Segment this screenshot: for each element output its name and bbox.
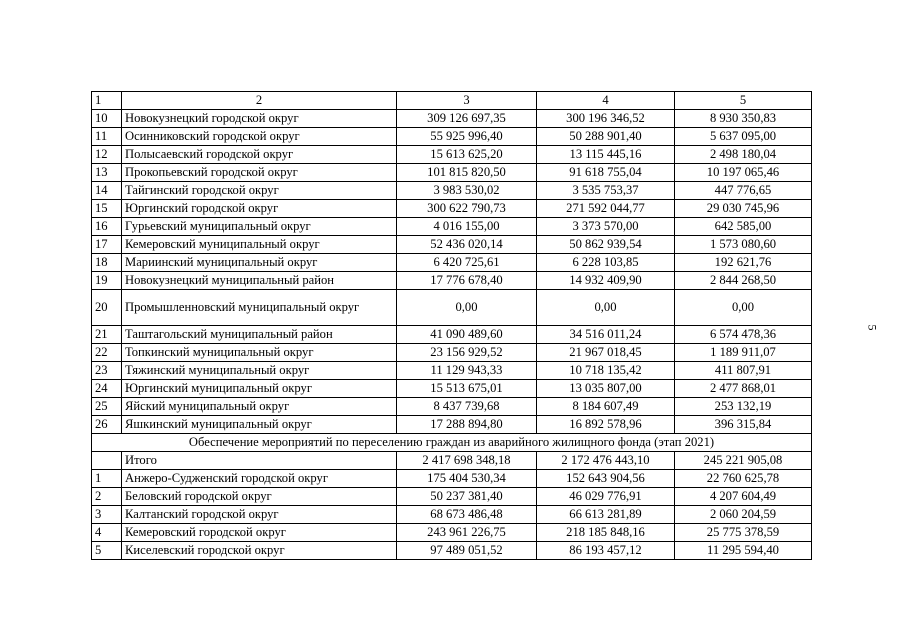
row-number: 20	[92, 290, 122, 326]
row-value-col5: 5 637 095,00	[675, 128, 812, 146]
page-number: 5	[865, 324, 880, 331]
row-name: Юргинский городской округ	[122, 200, 397, 218]
row-value-col3: 6 420 725,61	[397, 254, 537, 272]
row-value-col5: 22 760 625,78	[675, 470, 812, 488]
row-value-col3: 3 983 530,02	[397, 182, 537, 200]
row-name: Юргинский муниципальный округ	[122, 380, 397, 398]
row-value-col5: 25 775 378,59	[675, 524, 812, 542]
row-number: 11	[92, 128, 122, 146]
row-value-col4: 46 029 776,91	[537, 488, 675, 506]
row-value-col3: 4 016 155,00	[397, 218, 537, 236]
row-value-col3: 243 961 226,75	[397, 524, 537, 542]
table-row	[92, 146, 812, 164]
row-value-col4: 3 373 570,00	[537, 218, 675, 236]
row-value-col3: 17 776 678,40	[397, 272, 537, 290]
row-value-col5: 6 574 478,36	[675, 326, 812, 344]
row-value-col5: 253 132,19	[675, 398, 812, 416]
row-number: 24	[92, 380, 122, 398]
row-number: 4	[92, 524, 122, 542]
row-name: Новокузнецкий городской округ	[122, 110, 397, 128]
table-row	[92, 290, 812, 326]
row-value-col3: 15 513 675,01	[397, 380, 537, 398]
row-value-col4: 13 115 445,16	[537, 146, 675, 164]
row-value-col5: 11 295 594,40	[675, 542, 812, 560]
table-row	[92, 200, 812, 218]
row-name: Анжеро-Судженский городской округ	[122, 470, 397, 488]
row-value-col5: 642 585,00	[675, 218, 812, 236]
row-number: 16	[92, 218, 122, 236]
row-number: 13	[92, 164, 122, 182]
row-value-col4: 8 184 607,49	[537, 398, 675, 416]
row-number: 26	[92, 416, 122, 434]
row-value-col4: 271 592 044,77	[537, 200, 675, 218]
row-name: Мариинский муниципальный округ	[122, 254, 397, 272]
row-name: Прокопьевский городской округ	[122, 164, 397, 182]
row-value-col4: 91 618 755,04	[537, 164, 675, 182]
row-name: Тяжинский муниципальный округ	[122, 362, 397, 380]
row-value-col4: 50 288 901,40	[537, 128, 675, 146]
row-number: 25	[92, 398, 122, 416]
row-number: 21	[92, 326, 122, 344]
row-number: 5	[92, 542, 122, 560]
header-cell-5: 5	[675, 92, 812, 110]
table-row	[92, 218, 812, 236]
row-value-col4: 16 892 578,96	[537, 416, 675, 434]
row-name: Итого	[122, 452, 397, 470]
row-value-col5: 192 621,76	[675, 254, 812, 272]
row-value-col3: 101 815 820,50	[397, 164, 537, 182]
row-value-col5: 0,00	[675, 290, 812, 326]
row-value-col5: 245 221 905,08	[675, 452, 812, 470]
row-value-col4: 152 643 904,56	[537, 470, 675, 488]
row-value-col4: 6 228 103,85	[537, 254, 675, 272]
row-value-col3: 309 126 697,35	[397, 110, 537, 128]
row-number: 14	[92, 182, 122, 200]
row-value-col3: 11 129 943,33	[397, 362, 537, 380]
row-value-col5: 2 060 204,59	[675, 506, 812, 524]
table-row	[92, 128, 812, 146]
row-value-col3: 50 237 381,40	[397, 488, 537, 506]
table-row	[92, 542, 812, 560]
data-table	[91, 91, 812, 560]
table-row	[92, 236, 812, 254]
row-value-col3: 2 417 698 348,18	[397, 452, 537, 470]
total-row	[92, 452, 812, 470]
row-value-col4: 300 196 346,52	[537, 110, 675, 128]
row-name: Топкинский муниципальный округ	[122, 344, 397, 362]
table-body	[92, 92, 812, 560]
table-row	[92, 110, 812, 128]
table-row	[92, 398, 812, 416]
row-name: Тайгинский городской округ	[122, 182, 397, 200]
table-row	[92, 416, 812, 434]
row-value-col5: 10 197 065,46	[675, 164, 812, 182]
table-row	[92, 380, 812, 398]
row-value-col3: 97 489 051,52	[397, 542, 537, 560]
row-value-col3: 17 288 894,80	[397, 416, 537, 434]
row-number: 1	[92, 470, 122, 488]
row-number	[92, 452, 122, 470]
section-title-row	[92, 434, 812, 452]
header-cell-1: 1	[92, 92, 122, 110]
row-value-col5: 447 776,65	[675, 182, 812, 200]
table-row	[92, 254, 812, 272]
row-number: 18	[92, 254, 122, 272]
row-value-col4: 218 185 848,16	[537, 524, 675, 542]
row-number: 17	[92, 236, 122, 254]
row-name: Яшкинский муниципальный округ	[122, 416, 397, 434]
row-value-col5: 1 189 911,07	[675, 344, 812, 362]
row-name: Кемеровский городской округ	[122, 524, 397, 542]
table-row	[92, 524, 812, 542]
row-value-col4: 34 516 011,24	[537, 326, 675, 344]
table-row	[92, 344, 812, 362]
table-row	[92, 182, 812, 200]
header-cell-4: 4	[537, 92, 675, 110]
row-value-col4: 0,00	[537, 290, 675, 326]
row-value-col5: 8 930 350,83	[675, 110, 812, 128]
row-value-col4: 14 932 409,90	[537, 272, 675, 290]
row-value-col3: 8 437 739,68	[397, 398, 537, 416]
table-row	[92, 506, 812, 524]
row-value-col4: 10 718 135,42	[537, 362, 675, 380]
row-name: Яйский муниципальный округ	[122, 398, 397, 416]
row-value-col3: 15 613 625,20	[397, 146, 537, 164]
row-value-col3: 300 622 790,73	[397, 200, 537, 218]
table-row	[92, 488, 812, 506]
row-name: Осинниковский городской округ	[122, 128, 397, 146]
row-name: Беловский городской округ	[122, 488, 397, 506]
table-row	[92, 362, 812, 380]
row-number: 12	[92, 146, 122, 164]
section-title: Обеспечение мероприятий по переселению граждан из аварийного жилищного фонда (этап 2021)	[92, 434, 812, 452]
row-name: Полысаевский городской округ	[122, 146, 397, 164]
row-value-col3: 175 404 530,34	[397, 470, 537, 488]
header-cell-2: 2	[122, 92, 397, 110]
row-value-col3: 55 925 996,40	[397, 128, 537, 146]
row-name: Промышленновский муниципальный округ	[122, 290, 397, 326]
row-value-col4: 50 862 939,54	[537, 236, 675, 254]
row-value-col5: 396 315,84	[675, 416, 812, 434]
row-number: 2	[92, 488, 122, 506]
row-number: 23	[92, 362, 122, 380]
row-value-col5: 4 207 604,49	[675, 488, 812, 506]
row-value-col5: 29 030 745,96	[675, 200, 812, 218]
row-name: Гурьевский муниципальный округ	[122, 218, 397, 236]
row-number: 10	[92, 110, 122, 128]
row-value-col3: 68 673 486,48	[397, 506, 537, 524]
row-value-col4: 21 967 018,45	[537, 344, 675, 362]
row-value-col4: 66 613 281,89	[537, 506, 675, 524]
row-number: 3	[92, 506, 122, 524]
row-name: Новокузнецкий муниципальный район	[122, 272, 397, 290]
row-value-col3: 23 156 929,52	[397, 344, 537, 362]
row-value-col5: 1 573 080,60	[675, 236, 812, 254]
row-name: Кемеровский муниципальный округ	[122, 236, 397, 254]
row-value-col3: 52 436 020,14	[397, 236, 537, 254]
row-name: Калтанский городской округ	[122, 506, 397, 524]
header-cell-3: 3	[397, 92, 537, 110]
row-value-col5: 411 807,91	[675, 362, 812, 380]
row-number: 22	[92, 344, 122, 362]
table-row	[92, 326, 812, 344]
table-row	[92, 470, 812, 488]
row-value-col5: 2 844 268,50	[675, 272, 812, 290]
row-value-col5: 2 477 868,01	[675, 380, 812, 398]
table-row	[92, 164, 812, 182]
row-value-col3: 41 090 489,60	[397, 326, 537, 344]
row-number: 19	[92, 272, 122, 290]
header-row	[92, 92, 812, 110]
row-value-col4: 3 535 753,37	[537, 182, 675, 200]
row-value-col4: 86 193 457,12	[537, 542, 675, 560]
table-row	[92, 272, 812, 290]
row-number: 15	[92, 200, 122, 218]
row-value-col3: 0,00	[397, 290, 537, 326]
row-value-col4: 13 035 807,00	[537, 380, 675, 398]
row-value-col4: 2 172 476 443,10	[537, 452, 675, 470]
row-name: Киселевский городской округ	[122, 542, 397, 560]
row-name: Таштагольский муниципальный район	[122, 326, 397, 344]
row-value-col5: 2 498 180,04	[675, 146, 812, 164]
